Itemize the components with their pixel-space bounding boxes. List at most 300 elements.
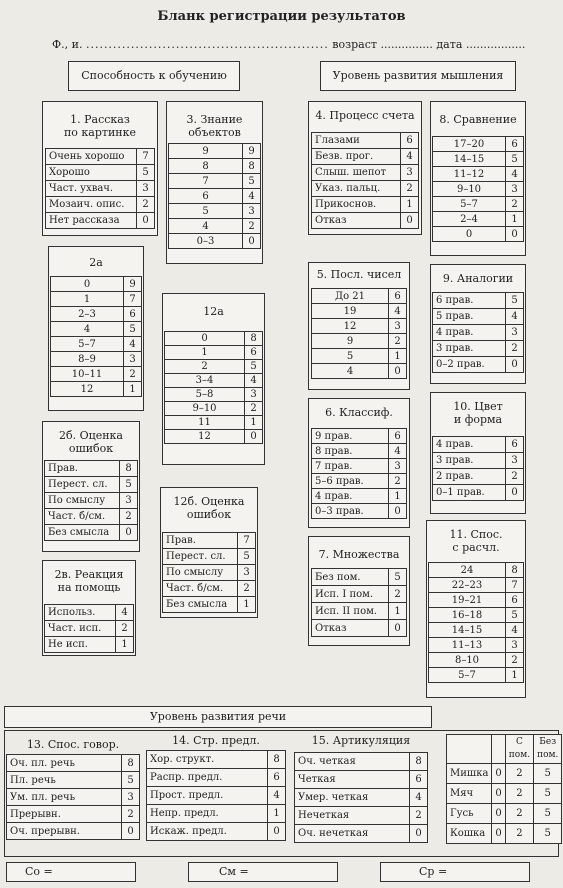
table-row (433, 137, 524, 152)
row-label: 14–15 (429, 623, 506, 638)
row-score: 3 (389, 459, 407, 474)
row-score: 6 (410, 771, 428, 789)
table-row (163, 581, 256, 597)
table-row (45, 637, 134, 653)
table-row (51, 337, 142, 352)
table-row (312, 304, 407, 319)
header-cell (447, 735, 492, 764)
row-label: 6 (169, 189, 243, 204)
row-label: Ум. пл. речь (7, 789, 122, 806)
row-label: Нет рассказа (46, 213, 137, 229)
row-score: 7 (506, 578, 524, 593)
table-row (312, 133, 419, 149)
row-label: 9 прав. (312, 429, 389, 444)
row-score: 4 (389, 304, 407, 319)
table-row (433, 197, 524, 212)
row-label: Четкая (295, 771, 410, 789)
row-label: 1 (165, 346, 245, 360)
row-label: 24 (429, 563, 506, 578)
table-row (295, 753, 428, 771)
table-words (446, 734, 562, 844)
table-12b (162, 532, 256, 613)
row-score: 0 (389, 504, 407, 519)
row-score: 7 (137, 149, 155, 165)
table-row (429, 563, 524, 578)
row-label: Умер. четкая (295, 789, 410, 807)
table-row (429, 668, 524, 683)
row-score: 0 (492, 804, 505, 824)
table-row (433, 437, 524, 453)
row-score: 4 (268, 787, 286, 805)
row-label: Мяч (447, 784, 492, 804)
table-2b (44, 460, 138, 541)
table-row (429, 638, 524, 653)
row-label: 3 прав. (433, 341, 506, 357)
row-label: Прост. предл. (147, 787, 268, 805)
row-score: 3 (122, 789, 140, 806)
row-score: 5 (534, 804, 562, 824)
table-row (45, 477, 138, 493)
block-analogies-title: 9. Аналогии (442, 272, 514, 285)
table-objects (168, 143, 261, 249)
row-score: 5 (137, 165, 155, 181)
result-cp: Ср = (380, 862, 530, 882)
row-label: 4 (169, 219, 243, 234)
block-2a-title: 2а (89, 256, 103, 269)
table-row (447, 784, 562, 804)
row-score: 3 (124, 352, 142, 367)
row-label: 3 прав. (433, 453, 506, 469)
table-row (433, 212, 524, 227)
table-row (51, 382, 142, 397)
block-color-title: 10. Цвет и форма (453, 400, 503, 426)
row-label: 2 (165, 360, 245, 374)
row-score: 3 (238, 565, 256, 581)
row-label: 19 (312, 304, 389, 319)
table-row (45, 461, 138, 477)
table-row (51, 322, 142, 337)
row-label: Не исп. (45, 637, 116, 653)
row-score: 0 (122, 823, 140, 840)
table-row (312, 620, 407, 637)
table-row (147, 823, 286, 841)
row-label: 10–11 (51, 367, 124, 382)
row-score: 1 (124, 382, 142, 397)
table-row (169, 174, 261, 189)
row-score: 5 (534, 784, 562, 804)
row-score: 5 (534, 824, 562, 844)
row-score: 2 (505, 804, 533, 824)
row-label: Прав. (163, 533, 238, 549)
fio-label: Ф., и. (52, 38, 83, 51)
row-label: Перест. сл. (45, 477, 120, 493)
row-score: 2 (410, 807, 428, 825)
table-row (312, 569, 407, 586)
table-header-row (447, 735, 562, 764)
row-label: Оч. четкая (295, 753, 410, 771)
row-score: 3 (245, 388, 263, 402)
row-score: 5 (506, 152, 524, 167)
row-label: 1 (51, 292, 124, 307)
row-score: 2 (505, 764, 533, 784)
header-cell: Без пом. (534, 735, 562, 764)
row-score: 2 (238, 581, 256, 597)
row-label: 11–12 (433, 167, 506, 182)
table-row (45, 605, 134, 621)
row-score: 5 (243, 174, 261, 189)
table-2v (44, 604, 134, 653)
table-story (45, 148, 155, 229)
table-sentences (146, 750, 286, 841)
row-label: Хор. структ. (147, 751, 268, 769)
section-thinking-label: Уровень развития мышления (332, 69, 504, 82)
table-row (433, 227, 524, 242)
row-label: 19–21 (429, 593, 506, 608)
row-score: 4 (506, 309, 524, 325)
table-row (46, 149, 155, 165)
row-label: Исп. II пом. (312, 603, 389, 620)
table-row (165, 374, 263, 388)
row-score: 6 (506, 137, 524, 152)
row-label: 0 (433, 227, 506, 242)
row-score: 1 (268, 805, 286, 823)
row-label: 0 (51, 277, 124, 292)
row-label: 7 прав. (312, 459, 389, 474)
row-score: 2 (389, 586, 407, 603)
row-score: 6 (401, 133, 419, 149)
table-row (295, 807, 428, 825)
block-sequence-title: 5. Посл. чисел (316, 268, 402, 281)
table-row (433, 485, 524, 501)
table-row (147, 787, 286, 805)
row-score: 1 (506, 212, 524, 227)
row-score: 0 (506, 485, 524, 501)
table-row (312, 586, 407, 603)
table-row (163, 533, 256, 549)
table-row (312, 444, 407, 459)
row-label: Слыш. шепот (312, 165, 401, 181)
row-score: 1 (238, 597, 256, 613)
row-score: 5 (120, 477, 138, 493)
row-score: 7 (124, 292, 142, 307)
table-row (7, 755, 140, 772)
row-score: 5 (534, 764, 562, 784)
table-speaking (6, 754, 140, 840)
fio-line: Ф., и. ...................................................... возраст ............... дата ................. (52, 38, 526, 51)
result-co: Со = (6, 862, 136, 882)
row-score: 2 (243, 219, 261, 234)
table-12a (164, 331, 263, 444)
row-label: 2–3 (51, 307, 124, 322)
row-score: 3 (506, 325, 524, 341)
table-dissect (428, 562, 524, 683)
row-score: 2 (124, 367, 142, 382)
row-label: 4 прав. (312, 489, 389, 504)
table-row (163, 597, 256, 613)
table-row (45, 621, 134, 637)
row-score: 0 (137, 213, 155, 229)
section-speech (4, 706, 432, 728)
row-score: 2 (505, 784, 533, 804)
block-12a-title: 12а (203, 305, 224, 318)
table-row (429, 653, 524, 668)
table-row (147, 751, 286, 769)
row-label: 12 (312, 319, 389, 334)
block-sentences-title: 14. Стр. предл. (172, 734, 260, 747)
header-cell: С пом. (505, 735, 533, 764)
row-label: Отказ (312, 213, 401, 229)
row-score: 5 (124, 322, 142, 337)
table-row (433, 309, 524, 325)
row-score: 4 (410, 789, 428, 807)
row-score: 3 (389, 319, 407, 334)
row-score: 4 (389, 444, 407, 459)
table-row (312, 429, 407, 444)
row-score: 8 (120, 461, 138, 477)
table-row (429, 593, 524, 608)
row-label: 5–7 (433, 197, 506, 212)
row-score: 4 (116, 605, 134, 621)
table-row (51, 277, 142, 292)
header-cell (492, 735, 505, 764)
table-row (295, 789, 428, 807)
table-row (7, 806, 140, 823)
row-score: 3 (120, 493, 138, 509)
table-row (312, 213, 419, 229)
row-label: 7 (169, 174, 243, 189)
row-score: 5 (389, 569, 407, 586)
section-speech-label: Уровень развития речи (149, 710, 287, 723)
row-label: 5–8 (165, 388, 245, 402)
block-speaking-title: 13. Спос. говор. (26, 738, 120, 751)
row-label: Отказ (312, 620, 389, 637)
row-score: 8 (410, 753, 428, 771)
row-score: 3 (401, 165, 419, 181)
row-score: 0 (120, 525, 138, 541)
row-label: Перест. сл. (163, 549, 238, 565)
row-score: 5 (238, 549, 256, 565)
table-row (46, 181, 155, 197)
row-score: 2 (120, 509, 138, 525)
table-row (165, 346, 263, 360)
table-row (45, 509, 138, 525)
row-score: 6 (124, 307, 142, 322)
table-row (312, 474, 407, 489)
table-row (433, 341, 524, 357)
table-row (169, 159, 261, 174)
row-label: 14–15 (433, 152, 506, 167)
form-title: Бланк регистрации результатов (157, 9, 406, 24)
table-row (46, 213, 155, 229)
row-score: 6 (389, 429, 407, 444)
row-label: 4 (312, 364, 389, 379)
block-compare-title: 8. Сравнение (439, 113, 517, 126)
row-score: 4 (506, 623, 524, 638)
row-score: 6 (268, 769, 286, 787)
table-row (7, 789, 140, 806)
row-label: 5–7 (51, 337, 124, 352)
row-label: Хорошо (46, 165, 137, 181)
row-score: 0 (506, 227, 524, 242)
table-row (312, 319, 407, 334)
table-row (46, 165, 155, 181)
row-label: Кошка (447, 824, 492, 844)
table-row (312, 197, 419, 213)
row-score: 4 (506, 167, 524, 182)
row-label: Прикоснов. (312, 197, 401, 213)
row-score: 0 (401, 213, 419, 229)
table-row (169, 219, 261, 234)
row-score: 2 (505, 824, 533, 844)
row-label: 17–20 (433, 137, 506, 152)
row-label: Прав. (45, 461, 120, 477)
row-label: 12 (165, 430, 245, 444)
table-row (312, 149, 419, 165)
row-label: 9–10 (165, 402, 245, 416)
row-label: Без смысла (163, 597, 238, 613)
row-label: Использ. (45, 605, 116, 621)
row-label: 5–6 прав. (312, 474, 389, 489)
row-score: 1 (506, 668, 524, 683)
table-row (433, 152, 524, 167)
row-label: Мишка (447, 764, 492, 784)
row-score: 1 (389, 489, 407, 504)
row-label: 0–3 прав. (312, 504, 389, 519)
row-label: 5 (169, 204, 243, 219)
row-label: Част. ухвач. (46, 181, 137, 197)
row-score: 0 (389, 620, 407, 637)
table-row (163, 565, 256, 581)
table-row (169, 189, 261, 204)
table-row (429, 608, 524, 623)
result-cm: См = (188, 862, 338, 882)
table-row (165, 430, 263, 444)
table-row (51, 292, 142, 307)
row-label: 8–10 (429, 653, 506, 668)
table-row (169, 144, 261, 159)
row-score: 0 (492, 764, 505, 784)
table-row (165, 360, 263, 374)
row-score: 3 (243, 204, 261, 219)
row-score: 7 (238, 533, 256, 549)
table-row (447, 804, 562, 824)
row-score: 2 (401, 181, 419, 197)
row-label: Част. б/см. (45, 509, 120, 525)
block-dissect-title: 11. Спос. с расчл. (449, 528, 503, 554)
table-row (312, 181, 419, 197)
row-score: 6 (389, 289, 407, 304)
section-thinking (320, 61, 516, 91)
table-row (295, 825, 428, 843)
row-score: 2 (389, 334, 407, 349)
table-row (433, 453, 524, 469)
table-articulation (294, 752, 428, 843)
table-row (312, 165, 419, 181)
row-score: 6 (506, 593, 524, 608)
table-row (312, 289, 407, 304)
row-score: 0 (492, 824, 505, 844)
block-2v-title: 2в. Реакция на помощь (54, 568, 124, 594)
row-label: Глазами (312, 133, 401, 149)
row-score: 0 (389, 364, 407, 379)
row-score: 3 (506, 638, 524, 653)
row-label: 4 (51, 322, 124, 337)
table-row (147, 805, 286, 823)
row-score: 1 (389, 349, 407, 364)
row-score: 3 (506, 182, 524, 197)
row-score: 6 (245, 346, 263, 360)
table-row (165, 388, 263, 402)
table-row (312, 349, 407, 364)
table-row (433, 293, 524, 309)
row-score: 8 (268, 751, 286, 769)
row-score: 0 (492, 784, 505, 804)
row-score: 9 (124, 277, 142, 292)
block-articulation-title: 15. Артикуляция (311, 734, 411, 747)
row-label: 6 прав. (433, 293, 506, 309)
row-label: 12 (51, 382, 124, 397)
row-label: 0 (165, 332, 245, 346)
row-score: 4 (243, 189, 261, 204)
row-score: 2 (506, 469, 524, 485)
row-label: 0–3 (169, 234, 243, 249)
row-score: 0 (243, 234, 261, 249)
row-label: 16–18 (429, 608, 506, 623)
table-row (46, 197, 155, 213)
row-label: 22–23 (429, 578, 506, 593)
date-label: дата (436, 38, 463, 51)
row-label: 4 прав. (433, 325, 506, 341)
row-label: 0–1 прав. (433, 485, 506, 501)
row-score: 2 (245, 402, 263, 416)
row-label: 8 (169, 159, 243, 174)
row-label: Част. исп. (45, 621, 116, 637)
row-label: Оч. нечеткая (295, 825, 410, 843)
row-label: Нечеткая (295, 807, 410, 825)
table-row (51, 352, 142, 367)
table-row (312, 364, 407, 379)
table-compare (432, 136, 524, 242)
row-score: 5 (245, 360, 263, 374)
table-2a (50, 276, 142, 397)
section-learning-label: Способность к обучению (81, 69, 227, 82)
row-score: 6 (506, 437, 524, 453)
row-score: 2 (137, 197, 155, 213)
row-score: 8 (506, 563, 524, 578)
row-label: 11–13 (429, 638, 506, 653)
row-score: 2 (116, 621, 134, 637)
table-row (51, 367, 142, 382)
row-label: 9 (312, 334, 389, 349)
row-score: 2 (506, 197, 524, 212)
row-label: Безв. прог. (312, 149, 401, 165)
table-row (165, 402, 263, 416)
row-score: 2 (122, 806, 140, 823)
table-row (163, 549, 256, 565)
table-row (433, 167, 524, 182)
table-color (432, 436, 524, 501)
row-score: 3 (506, 453, 524, 469)
table-row (447, 824, 562, 844)
row-label: Непр. предл. (147, 805, 268, 823)
row-score: 0 (268, 823, 286, 841)
table-row (7, 772, 140, 789)
table-row (433, 182, 524, 197)
table-row (295, 771, 428, 789)
row-label: 11 (165, 416, 245, 430)
table-row (312, 334, 407, 349)
row-label: Оч. пл. речь (7, 755, 122, 772)
